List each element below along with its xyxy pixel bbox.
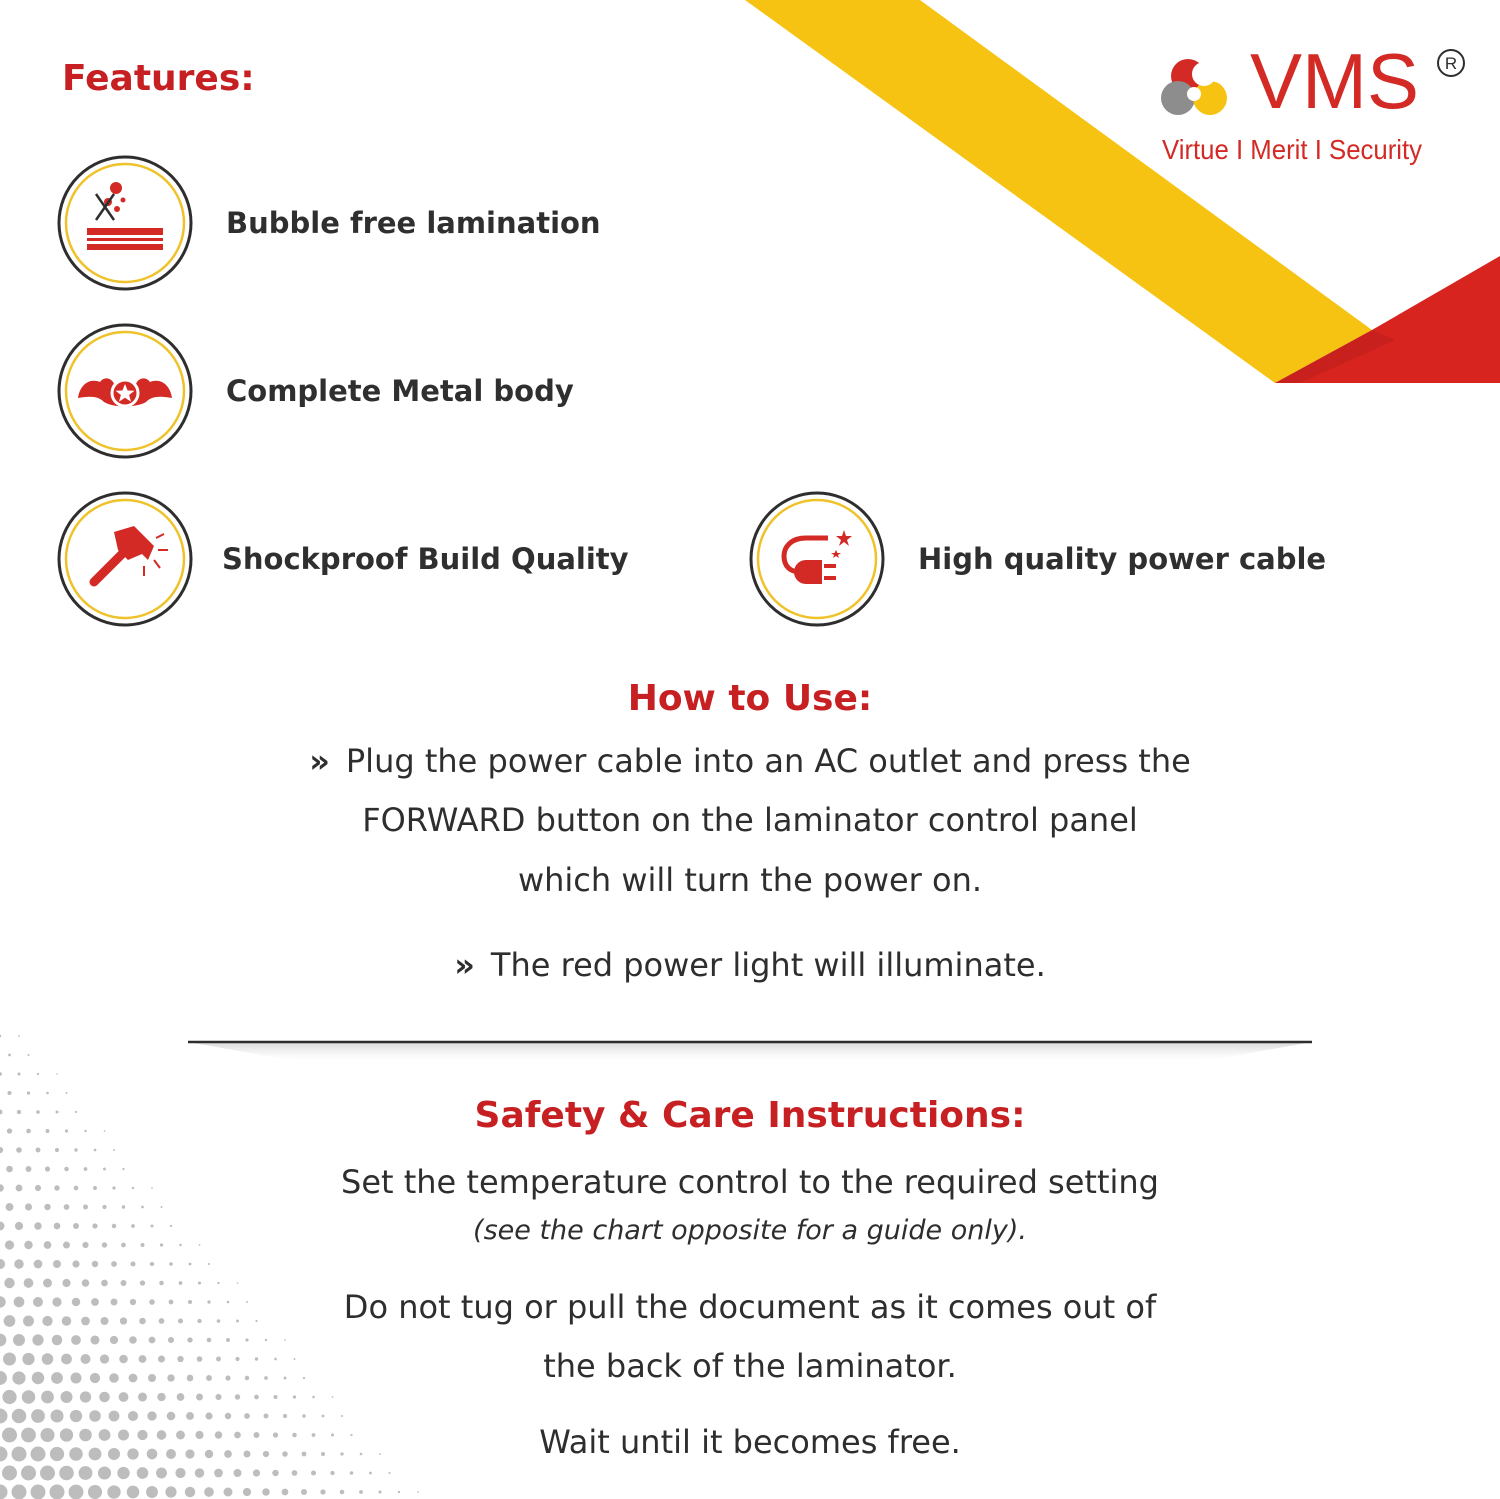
halftone-dot <box>111 1261 117 1267</box>
brand-name: VMS <box>1250 37 1420 125</box>
features-title: Features: <box>62 58 255 99</box>
halftone-dot <box>274 1395 278 1399</box>
halftone-dot <box>56 1073 58 1075</box>
halftone-dot <box>350 1471 354 1475</box>
halftone-dot <box>159 1281 164 1286</box>
halftone-dot <box>113 1149 115 1151</box>
halftone-dot <box>27 1054 29 1056</box>
halftone-dot <box>369 1472 372 1475</box>
halftone-dot <box>80 1391 91 1402</box>
halftone-dot <box>59 1466 74 1481</box>
halftone-dot <box>43 1279 52 1288</box>
safety-text: Wait until it becomes free. <box>539 1423 961 1461</box>
halftone-dot <box>332 1396 334 1398</box>
registered-mark-icon <box>1436 48 1466 78</box>
halftone-dot <box>264 1414 269 1419</box>
brand-logo-mark-icon <box>1158 54 1248 124</box>
muscle-arm-star-icon <box>56 322 194 460</box>
halftone-dot <box>0 1072 2 1076</box>
halftone-dot <box>18 1035 20 1037</box>
halftone-dot <box>224 1488 233 1497</box>
halftone-dot <box>196 1394 203 1401</box>
safety-text: the back of the laminator. <box>543 1347 957 1385</box>
safety-text: Set the temperature control to the required setting <box>341 1163 1159 1201</box>
halftone-dot <box>25 1203 32 1210</box>
halftone-dot <box>55 1148 59 1152</box>
halftone-dot <box>205 1412 212 1419</box>
halftone-dot <box>16 1147 22 1153</box>
halftone-dot <box>82 1279 89 1286</box>
halftone-dot <box>0 1259 5 1269</box>
safety-note: (see the chart opposite for a guide only). <box>473 1215 1027 1246</box>
halftone-dot <box>147 1411 156 1420</box>
halftone-dot <box>398 1491 400 1493</box>
halftone-dot <box>36 1148 41 1153</box>
feature-item <box>56 322 574 460</box>
halftone-dot <box>90 1335 99 1344</box>
halftone-dot <box>120 1280 126 1286</box>
halftone-dot <box>186 1412 194 1420</box>
step-text: The red power light will illuminate. <box>490 946 1046 984</box>
halftone-dot <box>71 1335 81 1345</box>
halftone-dot <box>282 1489 289 1496</box>
halftone-dot <box>14 1259 23 1268</box>
halftone-dot <box>101 1280 108 1287</box>
step-text: FORWARD button on the laminator control panel <box>362 801 1138 839</box>
halftone-dot <box>40 1466 55 1481</box>
halftone-dot <box>312 1396 315 1399</box>
halftone-dot <box>237 1282 239 1284</box>
halftone-dot <box>31 1485 46 1499</box>
halftone-dot <box>149 1337 156 1344</box>
bubble-free-lamination-icon <box>56 154 194 292</box>
halftone-dot <box>0 1409 8 1424</box>
halftone-dot <box>31 1409 45 1423</box>
feature-item <box>56 154 601 292</box>
feature-item <box>56 490 629 628</box>
halftone-dot <box>2 1466 17 1481</box>
halftone-dot <box>130 1261 135 1266</box>
halftone-dot <box>117 1467 129 1479</box>
halftone-dot <box>70 1410 82 1422</box>
halftone-dot <box>265 1339 267 1341</box>
halftone-dot <box>141 1206 144 1209</box>
halftone-dot <box>253 1469 260 1476</box>
halftone-dot <box>62 1279 70 1287</box>
halftone-dot <box>127 1486 140 1499</box>
halftone-dot <box>146 1486 158 1498</box>
halftone-dot <box>37 1073 39 1075</box>
halftone-dot <box>341 1415 343 1417</box>
halftone-dot <box>12 1409 27 1424</box>
halftone-dot <box>234 1469 242 1477</box>
halftone-dot <box>66 1092 68 1094</box>
halftone-dot <box>46 1092 49 1095</box>
halftone-dot <box>340 1490 345 1495</box>
halftone-dot <box>110 1336 118 1344</box>
halftone-dot <box>150 1262 154 1266</box>
halftone-dot <box>165 1486 176 1497</box>
halftone-dot <box>293 1395 296 1398</box>
hammer-icon <box>56 490 194 628</box>
halftone-dot <box>214 1469 223 1478</box>
halftone-dot <box>204 1487 214 1497</box>
halftone-dot <box>140 1280 145 1285</box>
halftone-dot <box>6 1203 14 1211</box>
brand-tagline: Virtue I Merit I Security <box>1162 134 1423 165</box>
halftone-dot <box>301 1489 307 1495</box>
power-plug-icon <box>748 490 886 628</box>
halftone-dot <box>217 1282 219 1284</box>
halftone-dot <box>254 1395 259 1400</box>
halftone-dot <box>129 1336 137 1344</box>
halftone-dot <box>244 1413 250 1419</box>
halftone-dot <box>88 1485 102 1499</box>
halftone-dot <box>177 1393 185 1401</box>
halftone-dot <box>0 1147 3 1153</box>
halftone-dot <box>156 1468 167 1479</box>
halftone-dot <box>107 1485 120 1498</box>
feature-label: High quality power cable <box>918 542 1327 576</box>
halftone-dot <box>330 1471 334 1475</box>
halftone-dot <box>215 1394 221 1400</box>
halftone-dot <box>79 1466 93 1480</box>
halftone-dot <box>292 1470 298 1476</box>
halftone-dot <box>245 1338 248 1341</box>
safety-text: Do not tug or pull the document as it comes out of <box>343 1288 1157 1326</box>
halftone-dot <box>168 1337 174 1343</box>
halftone-dot <box>226 1338 230 1342</box>
svg-text:R: R <box>1444 54 1458 73</box>
halftone-dot <box>137 1467 149 1479</box>
safety-title: Safety & Care Instructions: <box>474 1095 1026 1136</box>
halftone-dot <box>69 1485 84 1499</box>
halftone-dot <box>92 1261 98 1267</box>
halftone-dot <box>98 1466 111 1479</box>
halftone-dot <box>262 1488 270 1496</box>
halftone-dot <box>128 1411 138 1421</box>
halftone-dot <box>225 1413 231 1419</box>
halftone-dot <box>2 1390 16 1404</box>
halftone-dot <box>198 1281 201 1284</box>
halftone-dot <box>207 1338 212 1343</box>
halftone-dot <box>64 1204 70 1210</box>
halftone-dot <box>44 1204 50 1210</box>
halftone-dot <box>74 1148 77 1151</box>
halftone-dot <box>94 1149 97 1152</box>
halftone-dot <box>60 1391 72 1403</box>
how-to-use-step-2 <box>0 946 1500 984</box>
halftone-dot <box>302 1414 306 1418</box>
halftone-dot <box>109 1411 120 1422</box>
halftone-dot <box>0 1035 1 1038</box>
halftone-dot <box>32 1334 43 1345</box>
halftone-dot <box>34 1260 43 1269</box>
halftone-dot <box>378 1490 381 1493</box>
halftone-dot <box>179 1281 183 1285</box>
bullet-icon: » <box>309 742 330 780</box>
halftone-dot <box>41 1391 54 1404</box>
halftone-dot <box>359 1490 363 1494</box>
halftone-dot <box>169 1262 173 1266</box>
halftone-dot <box>50 1485 65 1499</box>
brand-logo <box>1158 37 1478 176</box>
halftone-dot <box>388 1472 390 1474</box>
halftone-dot <box>160 1206 162 1208</box>
section-divider <box>188 1038 1312 1064</box>
halftone-dot <box>24 1278 34 1288</box>
step-text: which will turn the power on. <box>517 861 983 899</box>
halftone-dot <box>157 1393 165 1401</box>
halftone-dot <box>322 1415 325 1418</box>
halftone-dot <box>187 1337 192 1342</box>
step-text: Plug the power cable into an AC outlet and press the <box>345 742 1191 780</box>
how-to-use-step-1 <box>0 742 1500 780</box>
halftone-dot <box>21 1466 36 1481</box>
halftone-dot <box>0 1334 6 1347</box>
halftone-dot <box>122 1205 125 1208</box>
halftone-dot <box>195 1468 204 1477</box>
halftone-dot <box>4 1278 14 1288</box>
halftone-dot <box>99 1392 110 1403</box>
halftone-dot <box>272 1470 279 1477</box>
halftone-dot <box>283 1414 287 1418</box>
halftone-dot <box>50 1409 63 1422</box>
halftone-dot <box>12 1485 27 1499</box>
feature-label: Complete Metal body <box>226 374 574 408</box>
feature-label: Shockproof Build Quality <box>222 542 629 576</box>
halftone-dot <box>52 1335 63 1346</box>
how-to-use-title: How to Use: <box>627 678 873 719</box>
halftone-dot <box>243 1488 251 1496</box>
halftone-dot <box>138 1392 147 1401</box>
halftone-dot <box>72 1260 79 1267</box>
halftone-dot <box>89 1410 101 1422</box>
feature-item <box>748 490 1326 628</box>
halftone-dot <box>185 1487 195 1497</box>
halftone-dot <box>167 1412 176 1421</box>
halftone-dot <box>0 1485 8 1499</box>
halftone-dot <box>320 1489 325 1494</box>
halftone-dot <box>22 1390 36 1404</box>
halftone-dot <box>83 1205 88 1210</box>
halftone-dot <box>102 1205 106 1209</box>
feature-label: Bubble free lamination <box>226 206 601 240</box>
halftone-dot <box>17 1072 20 1075</box>
halftone-dot <box>284 1339 286 1341</box>
halftone-dot <box>13 1334 25 1346</box>
halftone-dot <box>8 1054 11 1057</box>
halftone-dot <box>311 1470 316 1475</box>
halftone-dot <box>208 1263 210 1265</box>
halftone-dot <box>119 1392 129 1402</box>
halftone-dot <box>417 1491 419 1493</box>
halftone-dot <box>175 1468 185 1478</box>
halftone-dot <box>235 1394 240 1399</box>
halftone-dot <box>189 1263 192 1266</box>
bullet-icon: » <box>454 946 475 984</box>
halftone-dot <box>53 1260 61 1268</box>
